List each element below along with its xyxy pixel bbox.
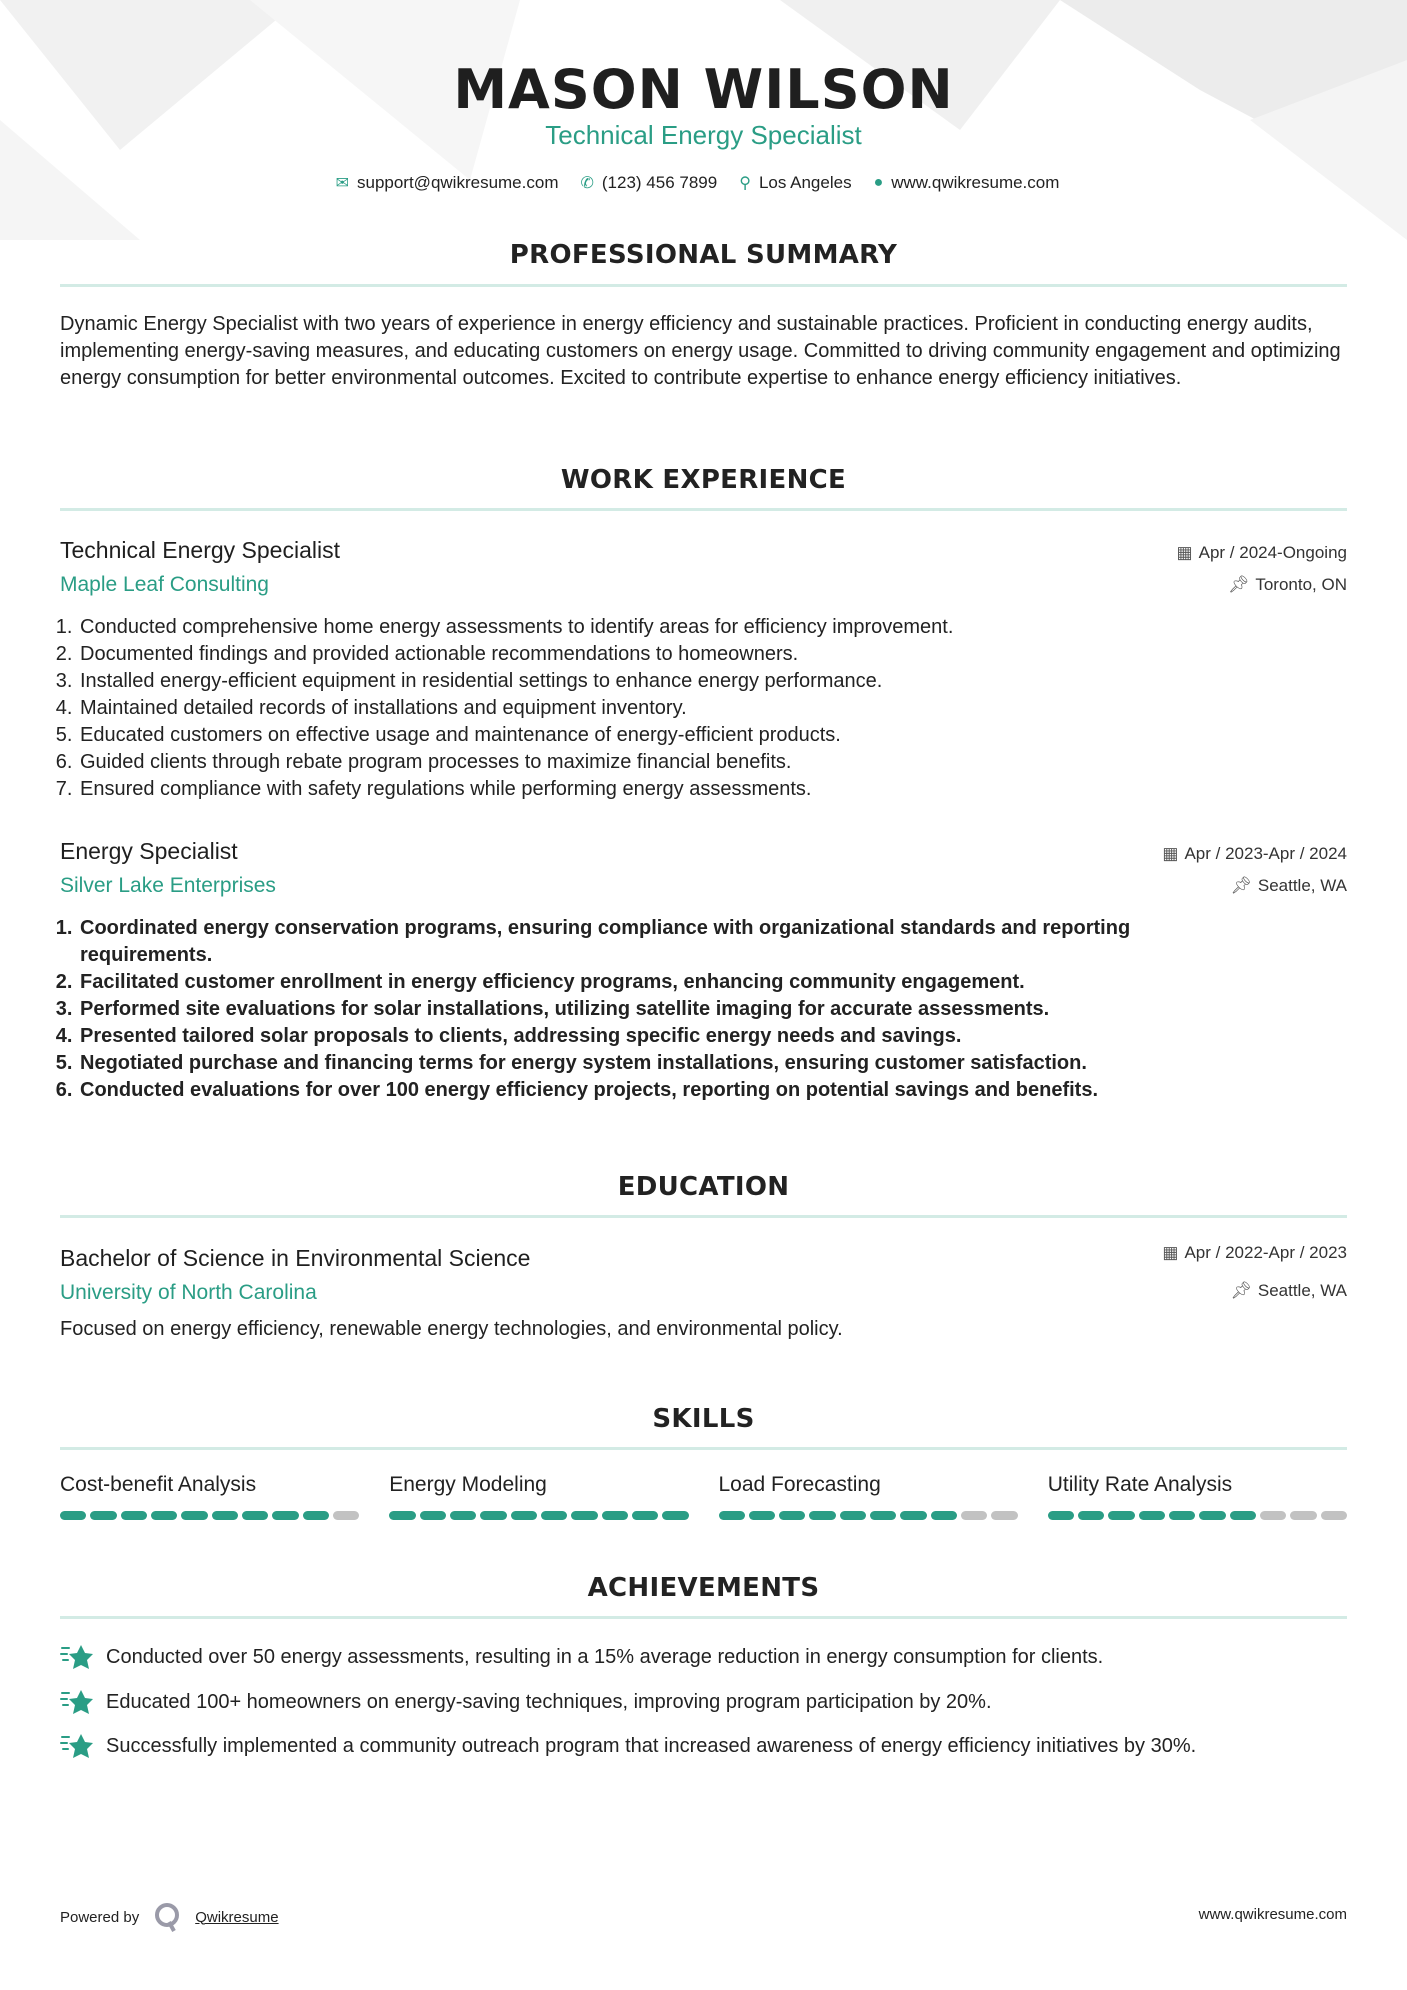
map-marker-icon: ⚲ [739, 175, 751, 192]
skill-segment-filled [242, 1511, 268, 1520]
job-bullets [60, 915, 1250, 1104]
dates-text: Apr / 2024-Ongoing [1198, 543, 1347, 562]
skill-segment-filled [60, 1511, 86, 1520]
calendar-icon: ▦ [1162, 844, 1179, 863]
divider [60, 1447, 1347, 1450]
contact-bar [0, 173, 1407, 193]
location-text: Seattle, WA [1257, 1281, 1347, 1300]
bullet: 5. Educated customers on effective usage and maintenance of energy-efficient products. [78, 722, 1250, 749]
skill-segment-filled [749, 1511, 775, 1520]
website-text: www.qwikresume.com [891, 173, 1060, 192]
education-heading: EDUCATION [617, 1172, 790, 1202]
skill-item [389, 1473, 688, 1520]
calendar-icon: ▦ [1176, 543, 1193, 562]
skill-segment-filled [181, 1511, 207, 1520]
skill-segment-filled [389, 1511, 415, 1520]
skill-name: Load Forecasting [718, 1473, 881, 1496]
skill-segment-filled [632, 1511, 658, 1520]
company-name: Maple Leaf Consulting [60, 573, 269, 596]
education-description: Focused on energy efficiency, renewable energy technologies, and environmental policy. [60, 1318, 843, 1340]
skill-segment-filled [1230, 1511, 1256, 1520]
skill-item [60, 1473, 359, 1520]
skill-name: Utility Rate Analysis [1047, 1473, 1233, 1496]
skill-level-bar [60, 1511, 359, 1520]
skill-level-bar [1048, 1511, 1347, 1520]
pin-icon: 📌︎ [1227, 575, 1250, 594]
skill-name: Cost-benefit Analysis [60, 1473, 257, 1496]
skill-segment-filled [511, 1511, 537, 1520]
achievement-item [60, 1642, 1347, 1672]
skill-segment-filled [450, 1511, 476, 1520]
footer-powered [60, 1902, 279, 1932]
calendar-icon: ▦ [1162, 1243, 1179, 1262]
bullet: 7. Ensured compliance with safety regulations while performing energy assessments. [78, 776, 1250, 803]
degree: Bachelor of Science in Environmental Science [60, 1245, 531, 1271]
phone-icon: ✆ [580, 175, 594, 192]
work-heading: WORK EXPERIENCE [560, 465, 847, 495]
summary-heading: PROFESSIONAL SUMMARY [509, 240, 898, 270]
skill-item [719, 1473, 1018, 1520]
contact-email[interactable] [336, 173, 559, 193]
skill-segment-filled [1108, 1511, 1134, 1520]
bullet: 2. Documented findings and provided actionable recommendations to homeowners. [78, 641, 1250, 668]
bullet: 4. Maintained detailed records of installations and equipment inventory. [78, 695, 1250, 722]
skill-segment-filled [840, 1511, 866, 1520]
divider [60, 508, 1347, 511]
job-location [1230, 876, 1347, 896]
skill-segment-empty [333, 1511, 359, 1520]
skill-segment-empty [961, 1511, 987, 1520]
globe-icon: ● [873, 174, 884, 191]
powered-by-label: Powered by [60, 1908, 140, 1926]
job-dates [1177, 543, 1347, 563]
skill-level-bar [389, 1511, 688, 1520]
bullet: 1. Coordinated energy conservation programs, ensuring compliance with organizational standards and reporting requirements. [78, 915, 1250, 969]
skill-segment-filled [212, 1511, 238, 1520]
pin-icon: 📌︎ [1230, 1281, 1252, 1300]
skill-segment-filled [90, 1511, 116, 1520]
bullet: 3. Performed site evaluations for solar installations, utilizing satellite imaging for accurate assessments. [78, 996, 1250, 1023]
bullet: 3. Installed energy-efficient equipment in residential settings to enhance energy performance. [78, 668, 1250, 695]
star-icon [60, 1731, 94, 1761]
email-text: support@qwikresume.com [356, 173, 559, 192]
footer-website[interactable]: www.qwikresume.com [1198, 1906, 1347, 1923]
skill-segment-empty [1290, 1511, 1316, 1520]
bullet: 6. Guided clients through rebate program processes to maximize financial benefits. [78, 749, 1250, 776]
qwikresume-logo-icon [153, 1902, 181, 1932]
skill-level-bar [719, 1511, 1018, 1520]
skills-list [60, 1473, 1347, 1520]
bullet: 6. Conducted evaluations for over 100 energy efficiency projects, reporting on potential savings and benefits. [78, 1077, 1250, 1104]
location-text: Los Angeles [758, 173, 852, 192]
skill-segment-empty [1321, 1511, 1347, 1520]
star-icon [60, 1642, 94, 1672]
star-icon [60, 1687, 94, 1717]
achievements-heading: ACHIEVEMENTS [587, 1573, 820, 1603]
education-dates [1162, 1243, 1347, 1263]
pin-icon: 📌︎ [1230, 876, 1252, 895]
skill-segment-filled [719, 1511, 745, 1520]
summary-text: Dynamic Energy Specialist with two years of experience in energy efficiency and sustainable practices. Proficient in conducting energy audits, implementing energy-saving measures, and educating customers on energy usage. Committed to driving community engagement and optimizing energy consumption for better environmental outcomes. Excited to contribute expertise to enhance energy efficiency initiatives. [60, 313, 1341, 389]
job-title: Technical Energy Specialist [60, 537, 340, 563]
job-title: Energy Specialist [60, 838, 238, 864]
job-bullets [60, 614, 1250, 803]
skill-name: Energy Modeling [389, 1473, 547, 1496]
skill-segment-filled [303, 1511, 329, 1520]
contact-phone[interactable] [580, 173, 717, 193]
achievement-item [60, 1687, 1347, 1717]
location-text: Seattle, WA [1257, 876, 1347, 895]
bullet: 2. Facilitated customer enrollment in energy efficiency programs, enhancing community engagement. [78, 969, 1250, 996]
divider [60, 1215, 1347, 1218]
skills-heading: SKILLS [652, 1404, 755, 1434]
skill-segment-filled [1048, 1511, 1074, 1520]
school-name: University of North Carolina [60, 1281, 317, 1304]
skill-segment-filled [1169, 1511, 1195, 1520]
phone-text: (123) 456 7899 [601, 173, 718, 192]
skill-segment-filled [541, 1511, 567, 1520]
divider [60, 1616, 1347, 1619]
job-dates [1162, 844, 1347, 864]
education-location [1230, 1281, 1347, 1301]
skill-segment-filled [272, 1511, 298, 1520]
skill-segment-filled [662, 1511, 688, 1520]
candidate-name: MASON WILSON [453, 58, 954, 121]
skill-segment-filled [121, 1511, 147, 1520]
skill-segment-filled [1078, 1511, 1104, 1520]
achievement-text: Successfully implemented a community outreach program that increased awareness of energy efficiency initiatives by 30%. [106, 1734, 1197, 1757]
achievement-item [60, 1731, 1347, 1761]
location-text: Toronto, ON [1255, 575, 1347, 594]
skill-segment-filled [602, 1511, 628, 1520]
skill-segment-filled [1139, 1511, 1165, 1520]
skill-segment-filled [480, 1511, 506, 1520]
dates-text: Apr / 2023-Apr / 2024 [1184, 844, 1347, 863]
skill-segment-filled [1199, 1511, 1225, 1520]
bullet: 4. Presented tailored solar proposals to clients, addressing specific energy needs and savings. [78, 1023, 1250, 1050]
skill-segment-filled [571, 1511, 597, 1520]
achievement-text: Educated 100+ homeowners on energy-saving techniques, improving program participation by 20%. [106, 1690, 992, 1713]
skill-segment-filled [779, 1511, 805, 1520]
achievement-text: Conducted over 50 energy assessments, resulting in a 15% average reduction in energy consumption for clients. [106, 1645, 1104, 1668]
candidate-title: Technical Energy Specialist [545, 120, 862, 150]
divider [60, 284, 1347, 287]
skill-segment-filled [420, 1511, 446, 1520]
skill-segment-filled [151, 1511, 177, 1520]
skill-item [1048, 1473, 1347, 1520]
skill-segment-filled [900, 1511, 926, 1520]
skill-segment-filled [809, 1511, 835, 1520]
envelope-icon: ✉ [335, 175, 349, 192]
skill-segment-empty [991, 1511, 1017, 1520]
brand-link[interactable]: Qwikresume [195, 1908, 279, 1926]
skill-segment-empty [1260, 1511, 1286, 1520]
job-location [1228, 575, 1347, 595]
skill-segment-filled [870, 1511, 896, 1520]
contact-location [739, 173, 851, 193]
bullet: 5. Negotiated purchase and financing terms for energy system installations, ensuring customer satisfaction. [78, 1050, 1250, 1077]
skill-segment-filled [931, 1511, 957, 1520]
company-name: Silver Lake Enterprises [60, 874, 276, 897]
contact-website[interactable] [874, 173, 1060, 193]
bullet: 1. Conducted comprehensive home energy assessments to identify areas for efficiency improvement. [78, 614, 1250, 641]
dates-text: Apr / 2022-Apr / 2023 [1184, 1243, 1347, 1262]
